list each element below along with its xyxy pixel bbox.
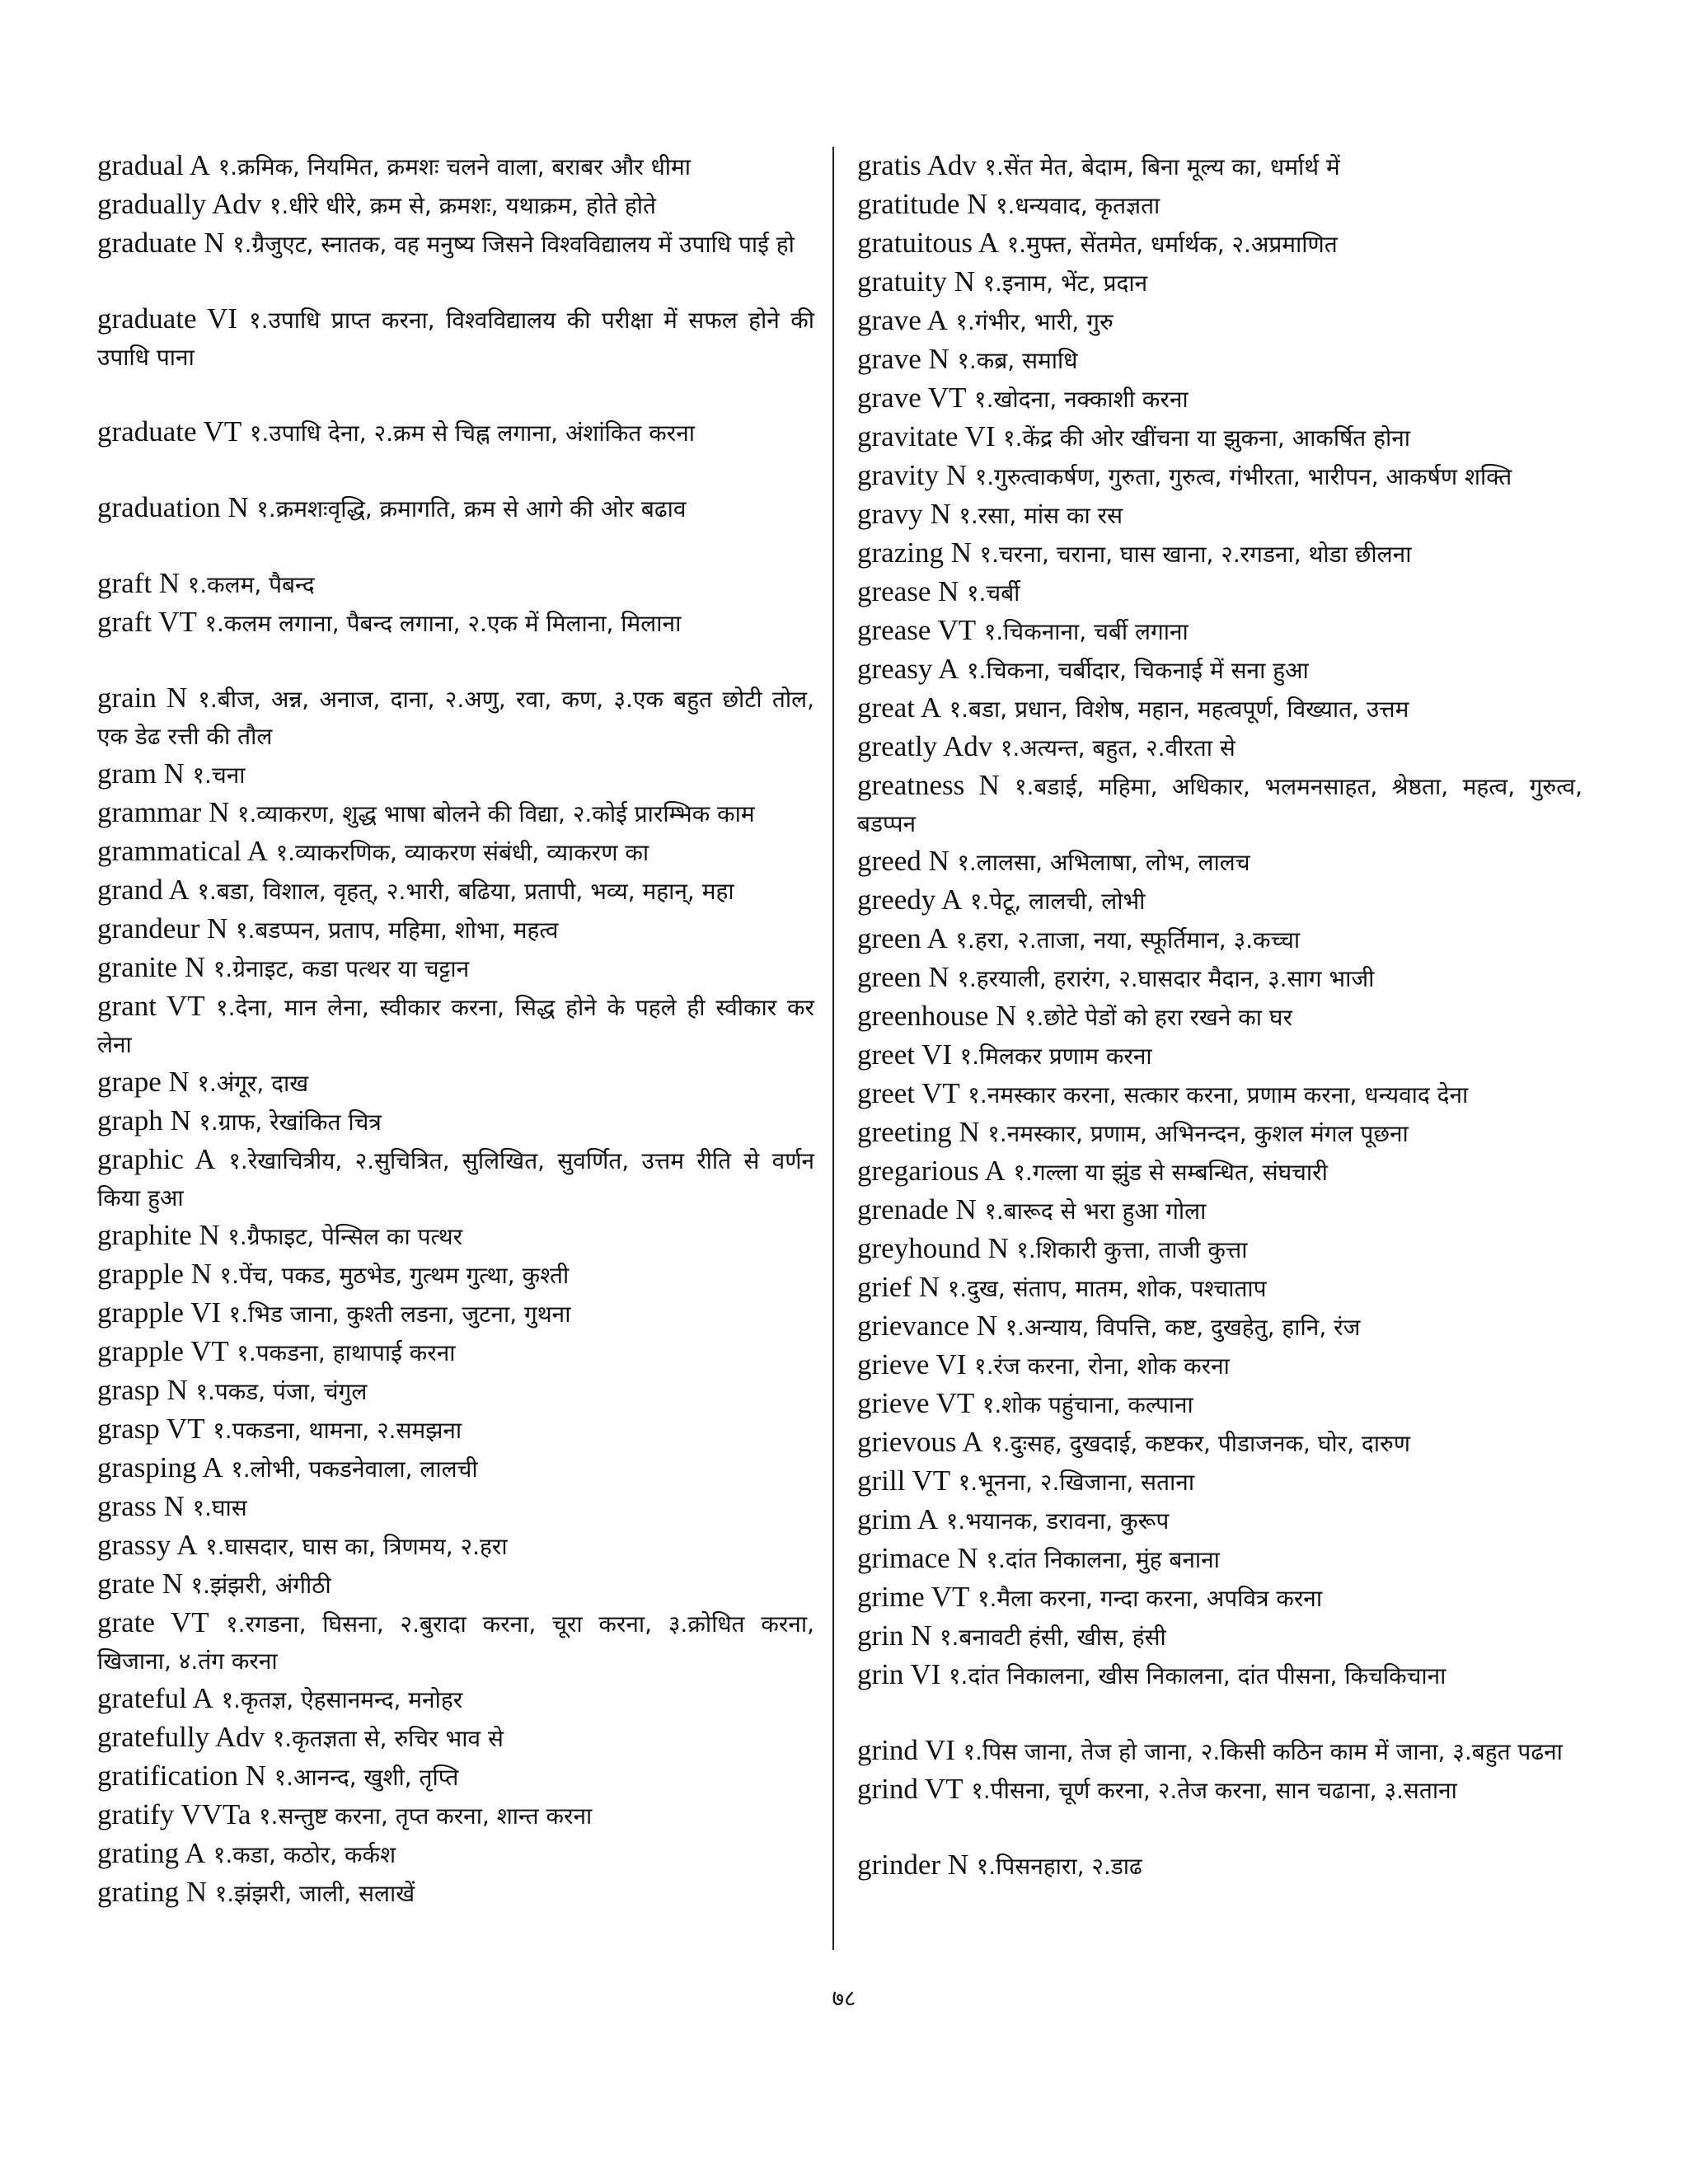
- dictionary-entry: [857, 1578, 1582, 1617]
- entry-definition: १.देना, मान लेना, स्वीकार करना, सिद्ध होने के पहले ही स्वीकार कर लेना: [97, 994, 814, 1058]
- entry-definition: १.मिलकर प्रणाम करना: [959, 1043, 1152, 1070]
- dictionary-entry: [857, 1846, 1582, 1885]
- entry-headword: grease VT: [857, 614, 977, 646]
- entry-headword: grease N: [857, 575, 959, 607]
- entry-definition: १.बडा, प्रधान, विशेष, महान, महत्वपूर्ण, विख्यात, उत्तम: [949, 696, 1409, 723]
- entry-definition: १.अंगूर, दाख: [197, 1070, 309, 1097]
- entry-headword: graduate N: [97, 227, 225, 259]
- entry-definition: १.धीरे धीरे, क्रम से, क्रमशः, यथाक्रम, होते होते: [269, 192, 656, 219]
- entry-definition: १.झंझरी, जाली, सलाखें: [214, 1880, 415, 1907]
- dictionary-entry: [97, 1294, 814, 1333]
- entry-headword: grasping A: [97, 1451, 223, 1483]
- dictionary-entry: [97, 1565, 814, 1604]
- entry-definition: १.गुरुत्वाकर्षण, गुरुता, गुरुत्व, गंभीरता, भारीपन, आकर्षण शक्ति: [974, 463, 1512, 490]
- entry-definition: १.भिड जाना, कुश्ती लडना, जुटना, गुथना: [228, 1301, 571, 1328]
- entry-definition: १.अन्याय, विपत्ति, कष्ट, दुखहेतु, हानि, रंज: [1005, 1314, 1361, 1341]
- dictionary-entry: [857, 728, 1582, 766]
- entry-headword: grinder N: [857, 1849, 969, 1881]
- dictionary-entry: [97, 679, 814, 755]
- entry-definition: १.लालसा, अभिलाषा, लोभ, लालच: [957, 849, 1250, 876]
- dictionary-entry: [857, 495, 1582, 534]
- entry-headword: grind VT: [857, 1773, 964, 1805]
- entry-definition: १.कृतज्ञ, ऐहसानमन्द, मनोहर: [221, 1686, 463, 1713]
- dictionary-entry: [857, 1385, 1582, 1423]
- entry-headword: grasp VT: [97, 1413, 205, 1445]
- entry-definition: १.झंझरी, अंगीठी: [190, 1572, 331, 1599]
- dictionary-entry: [97, 910, 814, 949]
- dictionary-entry: [857, 842, 1582, 881]
- entry-definition: १.उपाधि देना, २.क्रम से चिह्न लगाना, अंशांकित करना: [249, 419, 696, 447]
- right-column: [857, 147, 1582, 1885]
- entry-headword: grapple VI: [97, 1296, 221, 1329]
- entry-headword: granite N: [97, 951, 206, 983]
- entry-headword: grimace N: [857, 1542, 978, 1574]
- dictionary-entry: [857, 612, 1582, 650]
- entry-headword: gratification N: [97, 1760, 267, 1792]
- dictionary-entry: [857, 185, 1582, 224]
- dictionary-entry: [97, 1604, 814, 1680]
- dictionary-entry: [97, 1410, 814, 1449]
- dictionary-entry: [97, 300, 814, 376]
- dictionary-entry: [857, 147, 1582, 185]
- dictionary-entry: [857, 881, 1582, 920]
- entry-headword: grave N: [857, 343, 950, 375]
- entry-headword: gradually Adv: [97, 188, 262, 220]
- entry-headword: grating N: [97, 1876, 208, 1908]
- entry-definition: १.पकडना, थामना, २.समझना: [213, 1417, 462, 1444]
- entry-headword: greasy A: [857, 653, 959, 685]
- entry-definition: १.केंद्र की ओर खींचना या झुकना, आकर्षित होना: [1003, 424, 1411, 452]
- dictionary-entry: [97, 871, 814, 910]
- dictionary-entry: [97, 224, 814, 263]
- entry-definition: १.कलम, पैबन्द: [187, 571, 315, 598]
- entry-definition: १.नमस्कार करना, सत्कार करना, प्रणाम करना, धन्यवाद देना: [968, 1081, 1469, 1108]
- entry-definition: १.शोक पहुंचाना, कल्पाना: [982, 1391, 1193, 1418]
- entry-definition: १.पीसना, चूर्ण करना, २.तेज करना, सान चढाना, ३.सताना: [971, 1777, 1457, 1804]
- dictionary-entry: [97, 147, 814, 185]
- entry-headword: gram N: [97, 757, 185, 790]
- dictionary-entry: [857, 1346, 1582, 1385]
- entry-definition: १.पिसनहारा, २.डाढ: [976, 1853, 1142, 1880]
- dictionary-entry: [97, 1488, 814, 1526]
- entry-headword: grateful A: [97, 1682, 213, 1714]
- entry-headword: gravy N: [857, 498, 951, 530]
- entry-definition: १.हरा, २.ताजा, नया, स्फूर्तिमान, ३.कच्चा: [955, 926, 1301, 954]
- entry-headword: gravity N: [857, 459, 968, 491]
- entry-headword: greet VI: [857, 1038, 952, 1071]
- dictionary-entry: [97, 1333, 814, 1371]
- column-divider: [832, 147, 834, 1950]
- entry-definition: १.बडप्पन, प्रताप, महिमा, शोभा, महत्व: [235, 916, 559, 944]
- entry-headword: grenade N: [857, 1193, 977, 1226]
- entry-headword: gratify VVTa: [97, 1798, 251, 1830]
- entry-headword: green N: [857, 961, 950, 993]
- entry-headword: grain N: [97, 682, 188, 714]
- dictionary-entry: [97, 603, 814, 642]
- dictionary-entry: [857, 1152, 1582, 1191]
- dictionary-entry: [97, 1796, 814, 1835]
- entry-definition: १.उपाधि प्राप्त करना, विश्वविद्यालय की परीक्षा में सफल होने की उपाधि पाना: [97, 307, 814, 371]
- entry-headword: graph N: [97, 1104, 191, 1137]
- entry-headword: grief N: [857, 1271, 940, 1303]
- entry-headword: grim A: [857, 1503, 939, 1535]
- entry-headword: greet VT: [857, 1077, 960, 1109]
- entry-definition: १.रसा, मांस का रस: [959, 502, 1123, 529]
- entry-headword: greedy A: [857, 883, 963, 916]
- dictionary-entry: [97, 1526, 814, 1565]
- entry-definition: १.भूनना, २.खिजाना, सताना: [958, 1469, 1195, 1496]
- entry-headword: grazing N: [857, 537, 972, 569]
- entry-headword: grandeur N: [97, 912, 228, 944]
- entry-headword: graft N: [97, 567, 181, 599]
- dictionary-entry: [97, 755, 814, 794]
- entry-headword: gradual A: [97, 149, 211, 181]
- dictionary-entry: [857, 1462, 1582, 1501]
- entry-definition: १.चिकना, चर्बीदार, चिकनाई में सना हुआ: [967, 657, 1309, 684]
- dictionary-entry: [97, 1371, 814, 1410]
- entry-headword: grin N: [857, 1619, 932, 1652]
- entry-definition: १.सेंत मेत, बेदाम, बिना मूल्य का, धर्मार्थ में: [984, 153, 1340, 180]
- entry-definition: १.ग्रेनाइट, कडा पत्थर या चट्टान: [213, 955, 470, 982]
- dictionary-entry: [857, 457, 1582, 495]
- dictionary-entry: [857, 302, 1582, 340]
- entry-headword: grammar N: [97, 796, 230, 828]
- entry-headword: gratuitous A: [857, 227, 1000, 259]
- dictionary-entry: [97, 987, 814, 1063]
- entry-headword: grill VT: [857, 1465, 951, 1497]
- entry-headword: grave VT: [857, 382, 967, 414]
- entry-definition: १.क्रमशःवृद्धि, क्रमागति, क्रम से आगे की ओर बढाव: [256, 495, 687, 523]
- entry-headword: grate N: [97, 1568, 183, 1600]
- entry-definition: १.पिस जाना, तेज हो जाना, २.किसी कठिन काम में जाना, ३.बहुत पढना: [963, 1738, 1563, 1765]
- entry-definition: १.आनन्द, खुशी, तृप्ति: [274, 1764, 459, 1791]
- entry-definition: १.दुख, संताप, मातम, शोक, पश्चाताप: [947, 1275, 1267, 1302]
- entry-headword: gratuity N: [857, 265, 975, 298]
- entry-headword: grapple VT: [97, 1335, 229, 1367]
- dictionary-entry: [857, 573, 1582, 612]
- entry-definition: १.कब्र, समाधि: [957, 347, 1078, 374]
- entry-definition: १.दुःसह, दुखदाई, कष्टकर, पीडाजनक, घोर, दारुण: [991, 1430, 1410, 1457]
- entry-definition: १.ग्रैजुएट, स्नातक, वह मनुष्य जिसने विश्वविद्यालय में उपाधि पाई हो: [232, 231, 795, 258]
- entry-definition: १.चरना, चराना, घास खाना, २.रगडना, थोडा छीलना: [979, 541, 1412, 568]
- entry-definition: १.भयानक, डरावना, कुरूप: [945, 1507, 1170, 1535]
- dictionary-entry: [857, 1075, 1582, 1113]
- dictionary-entry: [857, 1036, 1582, 1075]
- dictionary-entry: [857, 418, 1582, 457]
- entry-definition: १.कडा, कठोर, कर्कश: [213, 1841, 396, 1868]
- entry-headword: grime VT: [857, 1581, 970, 1613]
- entry-headword: graduation N: [97, 491, 249, 523]
- entry-headword: gregarious A: [857, 1155, 1006, 1187]
- entry-definition: १.मैला करना, गन्दा करना, अपवित्र करना: [977, 1585, 1323, 1612]
- entry-definition: १.हरयाली, हरारंग, २.घासदार मैदान, ३.साग भाजी: [957, 965, 1375, 992]
- dictionary-entry: [857, 997, 1582, 1036]
- entry-definition: १.गल्ला या झुंड से सम्बन्धित, संघचारी: [1013, 1159, 1328, 1186]
- dictionary-entry: [97, 565, 814, 603]
- entry-headword: grievous A: [857, 1426, 983, 1458]
- entry-definition: १.दांत निकालना, खीस निकालना, दांत पीसना, किचकिचाना: [948, 1662, 1447, 1690]
- entry-definition: १.रगडना, घिसना, २.बुरादा करना, चूरा करना, ३.क्रोधित करना, खिजाना, ४.तंग करना: [97, 1610, 814, 1675]
- entry-headword: grin VI: [857, 1658, 941, 1690]
- dictionary-entry: [857, 1540, 1582, 1578]
- entry-definition: १.रंज करना, रोना, शोक करना: [974, 1352, 1230, 1380]
- dictionary-entry: [97, 1835, 814, 1873]
- entry-headword: grind VI: [857, 1734, 955, 1766]
- entry-definition: १.घासदार, घास का, त्रिणमय, २.हरा: [205, 1533, 508, 1560]
- entry-headword: grant VT: [97, 990, 205, 1022]
- entry-definition: १.क्रमिक, नियमित, क्रमशः चलने वाला, बराबर और धीमा: [218, 153, 692, 180]
- entry-headword: greatly Adv: [857, 730, 993, 762]
- dictionary-entry: [857, 534, 1582, 573]
- entry-definition: १.खोदना, नक्काशी करना: [974, 386, 1189, 413]
- entry-headword: graduate VI: [97, 302, 238, 335]
- entry-definition: १.पेटू, लालची, लोभी: [969, 888, 1146, 915]
- entry-headword: graft VT: [97, 606, 197, 638]
- dictionary-entry: [97, 1449, 814, 1488]
- dictionary-entry: [97, 185, 814, 224]
- entry-definition: १.छोटे पेडों को हरा रखने का घर: [1024, 1004, 1292, 1031]
- entry-definition: १.चिकनाना, चर्बी लगाना: [983, 618, 1189, 645]
- dictionary-entry: [857, 263, 1582, 302]
- entry-definition: १.लोभी, पकडनेवाला, लालची: [231, 1455, 478, 1483]
- entry-definition: १.व्याकरण, शुद्ध भाषा बोलने की विद्या, २.कोई प्रारम्भिक काम: [237, 800, 755, 827]
- dictionary-entry: [857, 379, 1582, 418]
- entry-headword: grievance N: [857, 1310, 998, 1342]
- dictionary-entry: [97, 1757, 814, 1796]
- dictionary-entry: [97, 794, 814, 832]
- entry-headword: graduate VT: [97, 415, 242, 448]
- dictionary-entry: [857, 766, 1582, 842]
- dictionary-entry: [97, 949, 814, 987]
- entry-headword: greyhound N: [857, 1232, 1009, 1264]
- entry-definition: १.बारूद से भरा हुआ गोला: [984, 1197, 1207, 1225]
- entry-headword: greeting N: [857, 1116, 980, 1148]
- entry-headword: greed N: [857, 845, 950, 877]
- entry-definition: १.व्याकरणिक, व्याकरण संबंधी, व्याकरण का: [275, 839, 649, 866]
- entry-headword: gratis Adv: [857, 149, 977, 181]
- entry-headword: graphic A: [97, 1143, 216, 1175]
- entry-headword: gratefully Adv: [97, 1721, 265, 1753]
- dictionary-entry: [857, 1656, 1582, 1694]
- dictionary-entry: [857, 1617, 1582, 1656]
- entry-headword: grapple N: [97, 1258, 212, 1290]
- entry-definition: १.इनाम, भेंट, प्रदान: [982, 269, 1148, 297]
- dictionary-entry: [857, 1113, 1582, 1152]
- entry-headword: green A: [857, 922, 948, 954]
- entry-definition: १.धन्यवाद, कृतज्ञता: [995, 192, 1160, 219]
- entry-headword: grate VT: [97, 1606, 209, 1638]
- entry-definition: १.ग्रैफाइट, पेन्सिल का पत्थर: [227, 1223, 463, 1250]
- entry-headword: great A: [857, 691, 942, 724]
- dictionary-entry: [97, 1102, 814, 1141]
- entry-headword: grasp N: [97, 1374, 188, 1406]
- entry-definition: १.दांत निकालना, मुंह बनाना: [986, 1546, 1220, 1573]
- entry-definition: १.बडाई, महिमा, अधिकार, भलमनसाहत, श्रेष्ठता, महत्व, गुरुत्व, बडप्पन: [857, 773, 1582, 837]
- dictionary-entry: [857, 1268, 1582, 1307]
- entry-headword: greatness N: [857, 769, 1000, 801]
- dictionary-entry: [857, 650, 1582, 689]
- entry-definition: १.मुफ्त, सेंतमेत, धर्मार्थक, २.अप्रमाणित: [1006, 231, 1338, 258]
- dictionary-entry: [97, 1680, 814, 1718]
- entry-headword: grammatical A: [97, 835, 269, 867]
- dictionary-entry: [97, 832, 814, 871]
- dictionary-entry: [857, 1191, 1582, 1230]
- dictionary-entry: [857, 1732, 1582, 1770]
- entry-definition: १.गंभीर, भारी, गुरु: [955, 308, 1114, 335]
- dictionary-entry: [857, 224, 1582, 263]
- dictionary-entry: [97, 1141, 814, 1216]
- dictionary-entry: [857, 1501, 1582, 1540]
- entry-headword: gratitude N: [857, 188, 988, 220]
- entry-headword: grave A: [857, 304, 948, 336]
- entry-definition: १.अत्यन्त, बहुत, २.वीरता से: [1000, 734, 1236, 762]
- dictionary-entry: [97, 489, 814, 527]
- dictionary-entry: [857, 1770, 1582, 1809]
- entry-definition: १.पकडना, हाथापाई करना: [237, 1339, 456, 1366]
- entry-headword: grass N: [97, 1490, 185, 1522]
- entry-headword: graphite N: [97, 1219, 220, 1251]
- dictionary-entry: [857, 340, 1582, 379]
- entry-definition: १.बनावटी हंसी, खीस, हंसी: [939, 1624, 1166, 1651]
- entry-definition: १.नमस्कार, प्रणाम, अभिनन्दन, कुशल मंगल पूछना: [987, 1120, 1409, 1147]
- dictionary-entry: [857, 1307, 1582, 1346]
- entry-headword: grating A: [97, 1837, 206, 1869]
- dictionary-entry: [97, 1873, 814, 1912]
- entry-definition: १.ग्राफ, रेखांकित चित्र: [199, 1108, 382, 1136]
- entry-headword: grassy A: [97, 1529, 198, 1561]
- dictionary-entry: [857, 1230, 1582, 1268]
- entry-definition: १.कलम लगाना, पैबन्द लगाना, २.एक में मिलाना, मिलाना: [204, 610, 682, 637]
- entry-headword: grieve VI: [857, 1348, 967, 1380]
- entry-definition: १.घास: [192, 1494, 247, 1521]
- dictionary-entry: [857, 689, 1582, 728]
- entry-headword: greenhouse N: [857, 1000, 1017, 1032]
- entry-definition: १.चर्बी: [966, 579, 1020, 607]
- dictionary-entry: [857, 1423, 1582, 1462]
- entry-definition: १.रेखाचित्रीय, २.सुचित्रित, सुलिखित, सुवर्णित, उत्तम रीति से वर्णन किया हुआ: [97, 1147, 814, 1212]
- dictionary-entry: [857, 958, 1582, 997]
- dictionary-entry: [857, 920, 1582, 958]
- left-column: [97, 147, 814, 1912]
- dictionary-entry: [97, 413, 814, 452]
- entry-definition: १.चना: [192, 762, 246, 789]
- dictionary-entry: [97, 1255, 814, 1294]
- dictionary-entry: [97, 1718, 814, 1757]
- entry-definition: १.बीज, अन्न, अनाज, दाना, २.अणु, रवा, कण, ३.एक बहुत छोटी तोल, एक डेढ रत्ती की तौल: [97, 686, 814, 750]
- entry-definition: १.कृतज्ञता से, रुचिर भाव से: [272, 1725, 504, 1752]
- entry-headword: grand A: [97, 874, 190, 906]
- entry-definition: १.शिकारी कुत्ता, ताजी कुत्ता: [1016, 1236, 1248, 1263]
- entry-definition: १.सन्तुष्ट करना, तृप्त करना, शान्त करना: [258, 1802, 593, 1830]
- dictionary-entry: [97, 1063, 814, 1102]
- entry-definition: १.पकड, पंजा, चंगुल: [195, 1378, 368, 1405]
- entry-headword: grieve VT: [857, 1387, 975, 1419]
- entry-headword: gravitate VI: [857, 420, 996, 452]
- page-number: ७८: [832, 1985, 856, 2012]
- entry-definition: १.पेंच, पकड, मुठभेड, गुत्थम गुत्था, कुश्ती: [219, 1262, 570, 1289]
- entry-headword: grape N: [97, 1066, 190, 1098]
- dictionary-entry: [97, 1216, 814, 1255]
- entry-definition: १.बडा, विशाल, वृहत्, २.भारी, बढिया, प्रतापी, भव्य, महान्, महा: [197, 878, 734, 905]
